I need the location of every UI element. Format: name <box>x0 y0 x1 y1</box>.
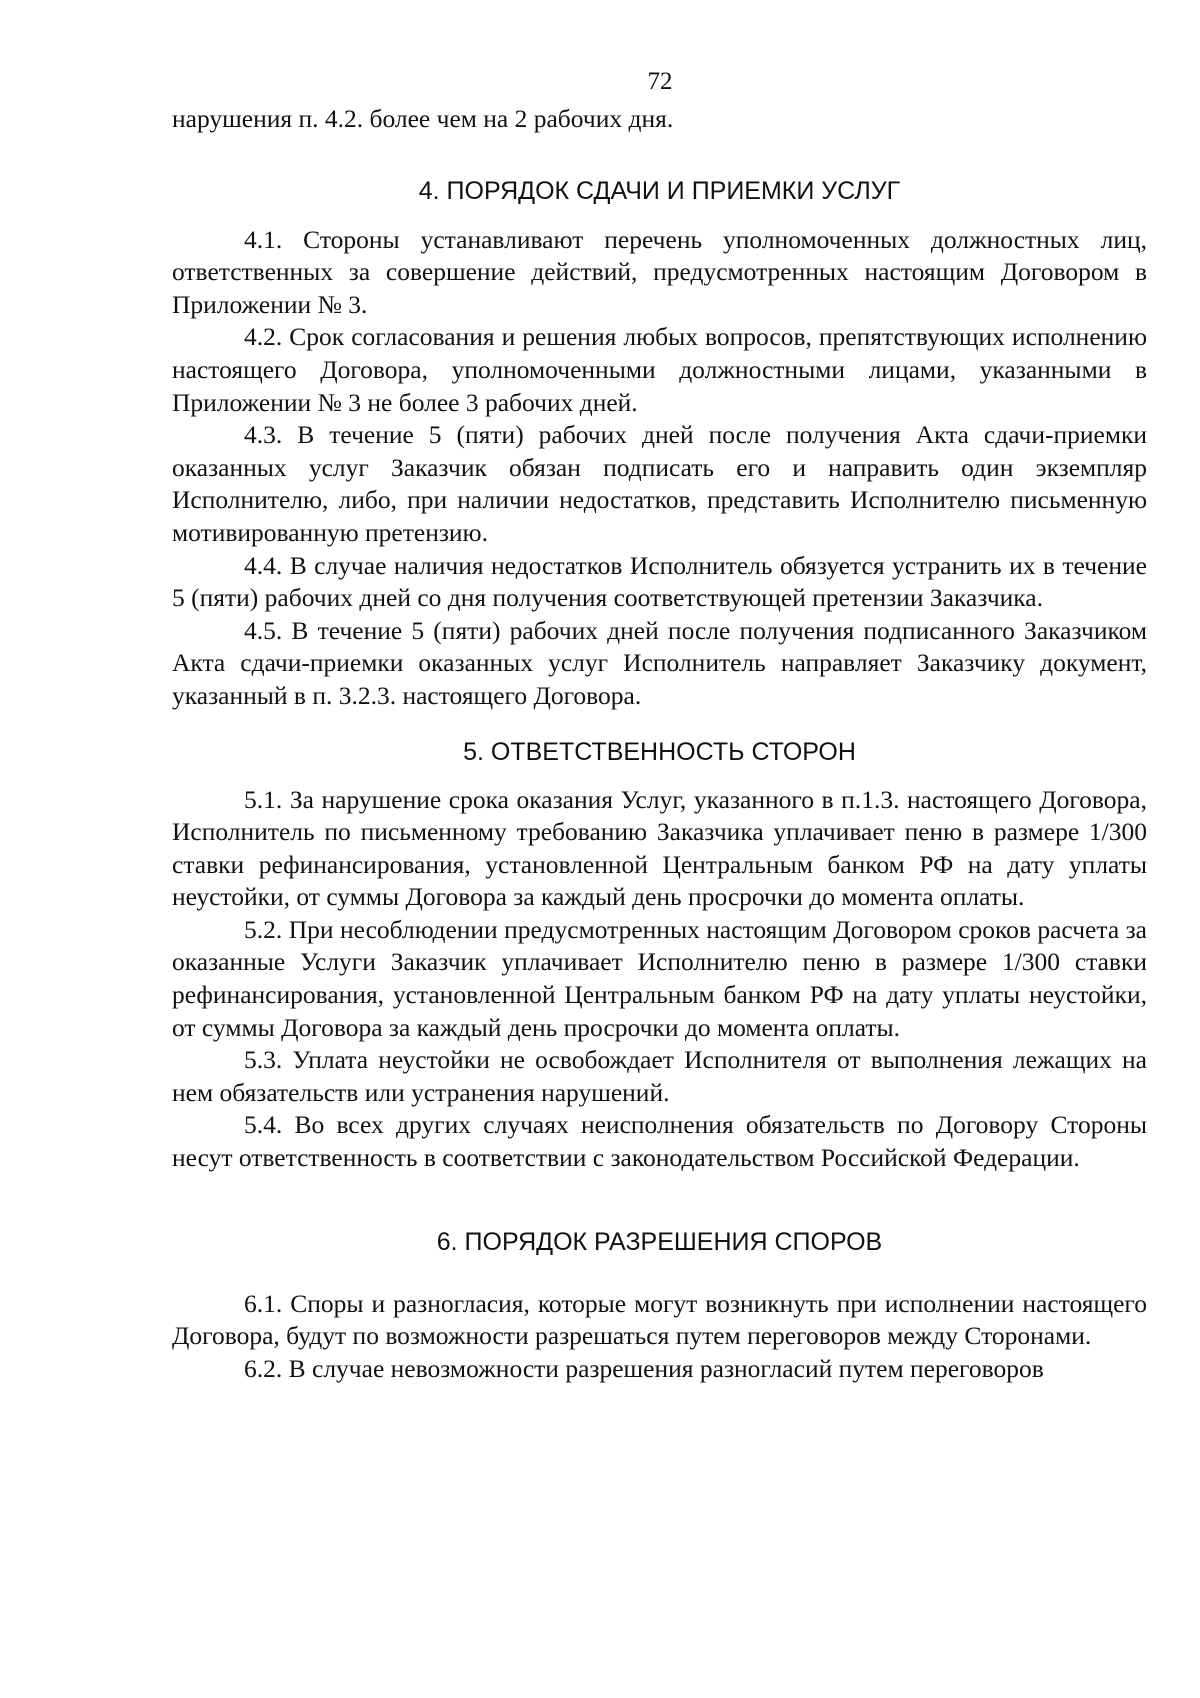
clause-4-4: 4.4. В случае наличия недостатков Исполнитель обязуется устранить их в течение 5 (пяти) рабочих дней со дня получения соответствующей претензии Заказчика. <box>172 550 1147 613</box>
section-5-heading: 5. ОТВЕТСТВЕННОСТЬ СТОРОН <box>463 737 856 766</box>
clause-5-1: 5.1. За нарушение срока оказания Услуг, указанного в п.1.3. настоящего Договора, Исполнитель по письменному требованию Заказчика уплачивает пеню в размере 1/300 ставки рефинансирования, установленной Центральным банком РФ на дату уплаты неустойки, от суммы Договора за каждый день просрочки до момента оплаты. <box>172 784 1147 912</box>
page-number: 72 <box>647 68 673 95</box>
clause-4-2: 4.2. Срок согласования и решения любых вопросов, препятствующих исполнению настоящего Договора, уполномоченными должностными лицами, указанными в Приложении № 3 не более 3 рабочих дней. <box>172 322 1147 417</box>
clause-4-1: 4.1. Стороны устанавливают перечень уполномоченных должностных лиц, ответственных за совершение действий, предусмотренных настоящим Договором в Приложении № 3. <box>172 224 1147 319</box>
section-4-heading: 4. ПОРЯДОК СДАЧИ И ПРИЕМКИ УСЛУГ <box>418 176 901 205</box>
clause-6-1: 6.1. Споры и разногласия, которые могут возникнуть при исполнении настоящего Договора, будут по возможности разрешаться путем переговоров между Сторонами. <box>172 1288 1147 1351</box>
clause-5-4: 5.4. Во всех других случаях неисполнения обязательств по Договору Стороны несут ответственность в соответствии с законодательством Российской Федерации. <box>172 1110 1147 1173</box>
clause-4-5: 4.5. В течение 5 (пяти) рабочих дней после получения подписанного Заказчиком Акта сдачи-приемки оказанных услуг Исполнитель направляет Заказчику документ, указанный в п. 3.2.3. настоящего Договора. <box>172 615 1147 710</box>
clause-6-2: 6.2. В случае невозможности разрешения разногласий путем переговоров <box>244 1353 1044 1383</box>
continuation-text: нарушения п. 4.2. более чем на 2 рабочих дня. <box>172 104 674 133</box>
section-6-heading: 6. ПОРЯДОК РАЗРЕШЕНИЯ СПОРОВ <box>436 1227 883 1256</box>
clause-5-2: 5.2. При несоблюдении предусмотренных настоящим Договором сроков расчета за оказанные Услуги Заказчик уплачивает Исполнителю пеню в размере 1/300 ставки рефинансирования, установленной Центральным банком РФ на дату уплаты неустойки, от суммы Договора за каждый день просрочки до момента оплаты. <box>172 914 1147 1042</box>
clause-5-3: 5.3. Уплата неустойки не освобождает Исполнителя от выполнения лежащих на нем обязательств или устранения нарушений. <box>172 1045 1147 1107</box>
clause-4-3: 4.3. В течение 5 (пяти) рабочих дней после получения Акта сдачи-приемки оказанных услуг Заказчик обязан подписать его и направить один экземпляр Исполнителю, либо, при наличии недостатков, представить Исполнителю письменную мотивированную претензию. <box>172 420 1147 547</box>
document-body <box>172 103 1147 1385</box>
